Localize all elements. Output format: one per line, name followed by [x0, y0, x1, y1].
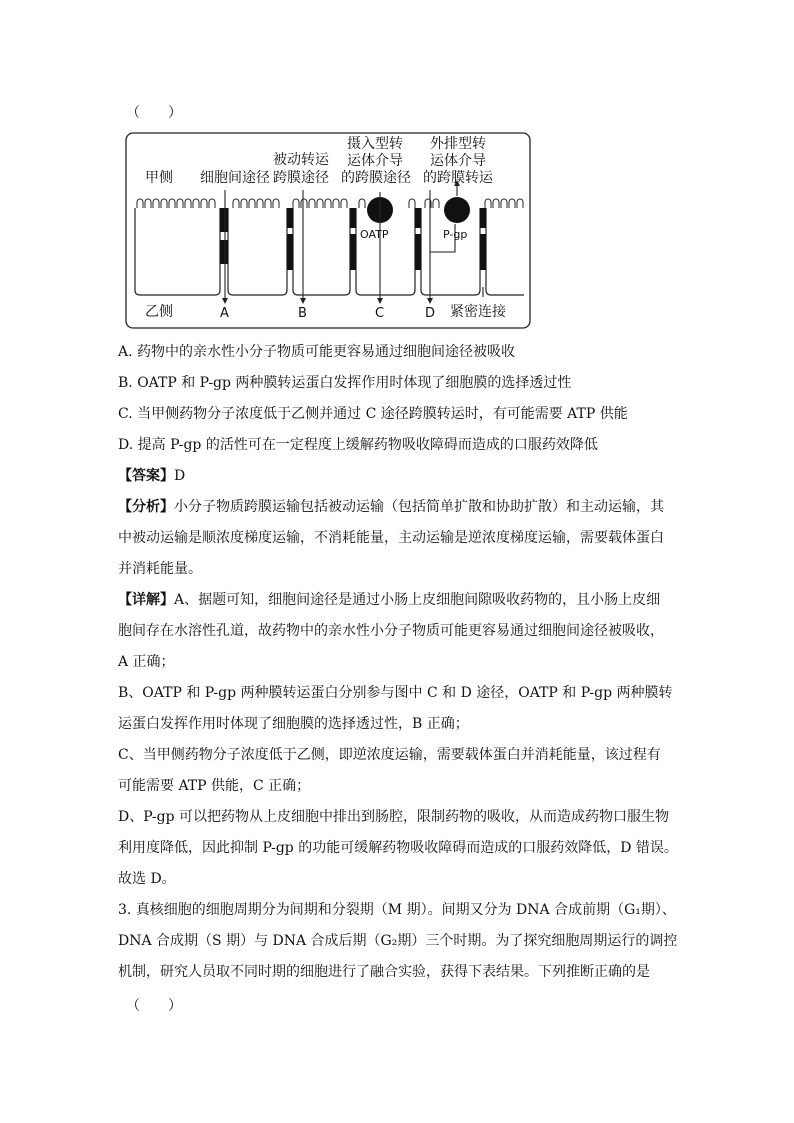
- intestinal-drug-absorption-diagram: [125, 132, 533, 330]
- route-d-label: D: [425, 306, 436, 321]
- detail-line-a2: 胞间存在水溶性孔道，故药物中的亲水性小分子物质可能更容易通过细胞间途径被吸收，: [118, 623, 664, 639]
- analysis-line-3: 并消耗能量。: [118, 561, 202, 577]
- analysis-tag: 【分析】: [118, 499, 174, 515]
- detail-line-d1: D、P-gp 可以把药物从上皮细胞中排出到肠腔，限制药物的吸收，从而造成药物口服生物: [118, 809, 669, 825]
- uptake-label-line2: 运体介导: [347, 153, 403, 169]
- detail-line-a3: A 正确；: [118, 654, 175, 670]
- option-a: A. 药物中的亲水性小分子物质可能更容易通过细胞间途径被吸收: [118, 344, 516, 360]
- uptake-label-line1: 摄入型转: [347, 136, 403, 152]
- route-b-label: B: [298, 306, 307, 321]
- detail-line-b2: 运蛋白发挥作用时体现了细胞膜的选择透过性，B 正确；: [118, 716, 469, 732]
- uptake-label-line3: 的跨膜途径: [341, 170, 411, 186]
- tight-junction-label: 紧密连接: [450, 304, 506, 320]
- jia-side-label: 甲侧: [145, 170, 173, 186]
- question3-line-2: DNA 合成期（S 期）与 DNA 合成后期（G₂期）三个时期。为了探究细胞周期运行的调控: [118, 933, 678, 949]
- epithelial-cells: [135, 208, 524, 295]
- answer-line: [118, 466, 678, 486]
- passive-label-line1: 被动转运: [273, 152, 329, 168]
- efflux-label-line2: 运体介导: [430, 153, 486, 169]
- efflux-label-line3: 的跨膜转运: [423, 170, 493, 186]
- option-b: B. OATP 和 P-gp 两种膜转运蛋白发挥作用时体现了细胞膜的选择透过性: [118, 375, 572, 391]
- paracellular-label: 细胞间途径: [200, 170, 270, 186]
- answer-blank-parentheses: （ ）: [126, 105, 182, 121]
- passive-label-line2: 跨膜途径: [273, 170, 329, 186]
- option-d: D. 提高 P-gp 的活性可在一定程度上缓解药物吸收障碍而造成的口服药效降低: [118, 437, 598, 453]
- question3-line-1: 3. 真核细胞的细胞周期分为间期和分裂期（M 期）。间期又分为 DNA 合成前期（G₁期）、: [118, 902, 676, 918]
- yi-side-label: 乙侧: [145, 304, 173, 320]
- detail-line-c2: 可能需要 ATP 供能，C 正确；: [118, 778, 311, 794]
- question3-line-3: 机制，研究人员取不同时期的细胞进行了融合实验，获得下表结果。下列推断正确的是: [118, 964, 650, 980]
- option-c: C. 当甲侧药物分子浓度低于乙侧并通过 C 途径跨膜转运时，有可能需要 ATP 供能: [118, 406, 628, 422]
- route-c-label: C: [375, 306, 385, 321]
- answer-tag: 【答案】: [118, 468, 174, 484]
- efflux-label-line1: 外排型转: [430, 136, 486, 152]
- answer-value: D: [174, 468, 186, 484]
- detail-line-b1: B、OATP 和 P-gp 两种膜转运蛋白分别参与图中 C 和 D 途径，OATP 和 P-gp 两种膜转: [118, 685, 673, 701]
- analysis-text-1: 小分子物质跨膜运输包括被动运输（包括简单扩散和协助扩散）和主动运输，其: [174, 499, 664, 515]
- detail-conclusion: 故选 D。: [118, 871, 176, 887]
- detail-line-c1: C、当甲侧药物分子浓度低于乙侧，即逆浓度运输，需要载体蛋白并消耗能量，该过程有: [118, 747, 661, 763]
- pgp-label: P-gp: [443, 228, 468, 241]
- pgp-transporter: [444, 197, 470, 223]
- detail-tag: 【详解】: [118, 592, 174, 608]
- detail-line-d2: 利用度降低，因此抑制 P-gp 的功能可缓解药物吸收障碍而造成的口服药效降低，D 错误。: [118, 840, 678, 856]
- detail-line-a1: [118, 590, 678, 610]
- analysis-line-1: [118, 497, 678, 517]
- analysis-line-2: 中被动运输是顺浓度梯度运输，不消耗能量，主动运输是逆浓度梯度运输，需要载体蛋白: [118, 530, 664, 546]
- question3-parentheses: （ ）: [126, 998, 182, 1014]
- route-a-label: A: [220, 306, 229, 321]
- detail-text-a1: A、据题可知，细胞间途径是通过小肠上皮细胞间隙吸收药物的，且小肠上皮细: [174, 592, 661, 608]
- oatp-label: OATP: [360, 228, 389, 241]
